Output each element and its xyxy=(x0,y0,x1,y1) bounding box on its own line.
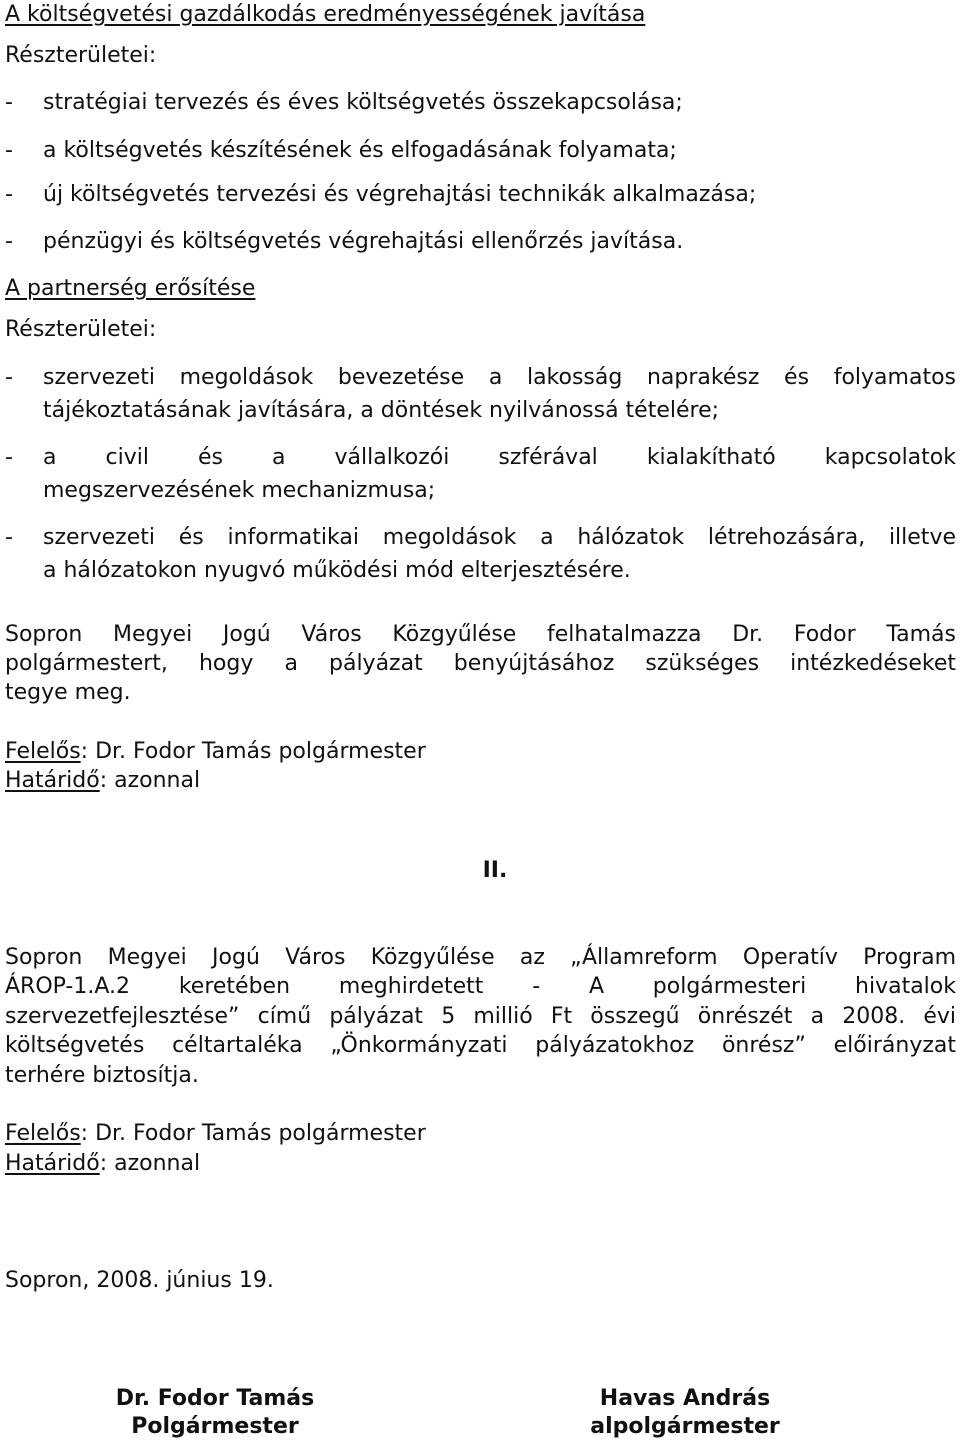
signature-title: Polgármester xyxy=(131,1414,299,1439)
signature-name: Dr. Fodor Tamás xyxy=(115,1386,315,1411)
paragraph-line: tegye meg. xyxy=(5,680,131,705)
list-item-text: a költségvetés készítésének és elfogadásának folyamata; xyxy=(43,138,677,163)
list-dash: - xyxy=(5,182,13,207)
list-item-line: tájékoztatásának javítására, a döntések nyilvánossá tételére; xyxy=(43,398,720,423)
responsible-label: Felelős xyxy=(5,739,81,764)
responsible-value: : Dr. Fodor Tamás polgármester xyxy=(80,739,426,764)
section2-title: A partnerség erősítése xyxy=(5,276,256,301)
list-item-line: szervezeti és informatikai megoldások a hálózatok létrehozására, illetve xyxy=(43,525,956,550)
responsible-value: : Dr. Fodor Tamás polgármester xyxy=(80,1121,426,1146)
list-dash: - xyxy=(5,229,13,254)
paragraph-line: Sopron Megyei Jogú Város Közgyűlése az „Államreform Operatív Program xyxy=(5,945,956,970)
list-item-line: megszervezésének mechanizmusa; xyxy=(43,478,436,503)
resolution2-responsible xyxy=(5,1119,426,1149)
signature-name: Havas András xyxy=(599,1386,771,1411)
deadline-label: Határidő xyxy=(5,768,100,793)
paragraph-line: terhére biztosítja. xyxy=(5,1063,199,1088)
section-number: II. xyxy=(482,858,508,883)
list-item-text: pénzügyi és költségvetés végrehajtási ellenőrzés javítása. xyxy=(43,229,684,254)
deadline-label: Határidő xyxy=(5,1151,100,1176)
section1-title: A költségvetési gazdálkodás eredményességének javítása xyxy=(5,2,646,27)
list-dash: - xyxy=(5,138,13,163)
resolution1-responsible xyxy=(5,737,426,767)
paragraph-line: költségvetés céltartaléka „Önkormányzati pályázatokhoz önrész” előirányzat xyxy=(5,1033,956,1058)
section1-sub-label: Részterületei: xyxy=(5,43,157,68)
list-item-text: új költségvetés tervezési és végrehajtási technikák alkalmazása; xyxy=(43,182,757,207)
list-item-line: a civil és a vállalkozói szférával kialakítható kapcsolatok xyxy=(43,445,956,470)
list-dash: - xyxy=(5,525,13,550)
list-dash: - xyxy=(5,445,13,470)
list-item-line: szervezeti megoldások bevezetése a lakosság naprakész és folyamatos xyxy=(43,365,956,390)
paragraph-line: szervezetfejlesztése” című pályázat 5 millió Ft összegű önrészét a 2008. évi xyxy=(5,1004,956,1029)
list-item-line: a hálózatokon nyugvó működési mód elterjesztésére. xyxy=(43,558,631,583)
resolution1-deadline xyxy=(5,766,200,796)
list-dash: - xyxy=(5,365,13,390)
deadline-value: : azonnal xyxy=(99,768,201,793)
paragraph-line: Sopron Megyei Jogú Város Közgyűlése felhatalmazza Dr. Fodor Tamás xyxy=(5,622,956,647)
deadline-value: : azonnal xyxy=(99,1151,201,1176)
list-dash: - xyxy=(5,90,13,115)
responsible-label: Felelős xyxy=(5,1121,81,1146)
section2-sub-label: Részterületei: xyxy=(5,317,157,342)
place-date: Sopron, 2008. június 19. xyxy=(5,1268,274,1293)
paragraph-line: ÁROP-1.A.2 keretében meghirdetett - A polgármesteri hivatalok xyxy=(5,974,956,999)
resolution2-deadline xyxy=(5,1149,200,1179)
list-item-text: stratégiai tervezés és éves költségvetés összekapcsolása; xyxy=(43,90,683,115)
paragraph-line: polgármestert, hogy a pályázat benyújtásához szükséges intézkedéseket xyxy=(5,651,956,676)
signature-title: alpolgármester xyxy=(590,1414,780,1439)
